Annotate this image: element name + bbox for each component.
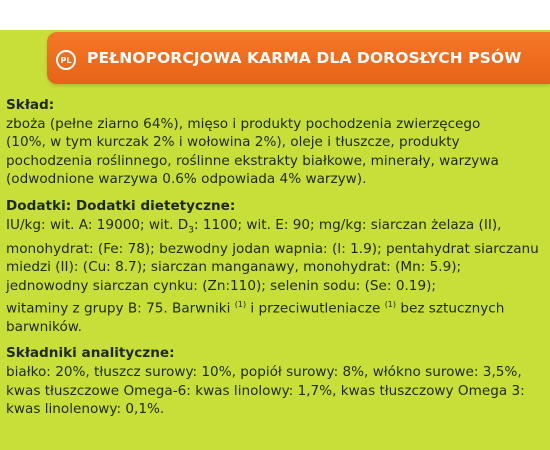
additives-text: witaminy z grupy B: 75. Barwniki bbox=[6, 300, 235, 317]
analytical-line: kwas linolenowy: 0,1%. bbox=[6, 401, 165, 418]
top-white-strip bbox=[0, 0, 550, 30]
additives-line: barwników. bbox=[6, 318, 82, 335]
composition-line: pochodzenia roślinnego, roślinne ekstrakty białkowe, minerały, warzywa bbox=[6, 152, 499, 169]
composition-line: (odwodnione warzywa 0.6% odpowiada 4% warzyw). bbox=[6, 171, 367, 188]
banner-title: PEŁNOPORCJOWA KARMA DLA DOROSŁYCH PSÓW bbox=[87, 49, 522, 67]
additives-heading: Dodatki: Dodatki dietetyczne: bbox=[6, 197, 236, 214]
composition-line: zboża (pełne ziarno 64%), mięso i produkty pochodzenia zwierzęcego bbox=[6, 115, 481, 132]
additives-text: IU/kg: wit. A: 19000; wit. D bbox=[6, 216, 189, 233]
composition-heading: Skład: bbox=[6, 97, 55, 113]
section-gap bbox=[6, 189, 546, 197]
analytical-line: kwas tłuszczowe Omega-6: kwas linolowy: 1,7%, kwas tłuszczowy Omega 3: bbox=[6, 382, 525, 399]
additives-text: i przeciwutleniacze bbox=[246, 300, 385, 317]
additives-text: bez sztucznych bbox=[396, 300, 505, 317]
additives-line: miedzi (II): (Cu: 8.7); siarczan manganawy, monohydrat: (Mn: 5.9); bbox=[6, 259, 462, 276]
analytical-heading: Składniki analityczne: bbox=[6, 345, 175, 362]
additives-text: : 1100; wit. E: 90; mg/kg: siarczan żelaza (II), bbox=[193, 216, 502, 233]
additives-line bbox=[6, 216, 546, 240]
footnote-mark: (1) bbox=[234, 299, 247, 309]
composition-line: (10%, w tym kurczak 2% i wołowina 2%), oleje i tłuszcze, produkty bbox=[6, 134, 460, 151]
additives-line: jednowodny siarczan cynku: (Zn:110); selenin sodu: (Se: 0.19); bbox=[6, 278, 436, 295]
additives-line bbox=[6, 296, 546, 318]
additives-line: monohydrat: (Fe: 78); bezwodny jodan wapnia: (I: 1.9); pentahydrat siarczanu bbox=[6, 240, 539, 257]
subscript: 3 bbox=[188, 225, 194, 236]
pl-language-badge: PL bbox=[56, 50, 76, 70]
section-gap bbox=[6, 336, 546, 344]
analytical-line: białko: 20%, tłuszcz surowy: 10%, popiół surowy: 8%, włókno surowe: 3,5%, bbox=[6, 363, 522, 380]
label-content bbox=[6, 96, 546, 419]
footnote-mark: (1) bbox=[384, 299, 397, 309]
